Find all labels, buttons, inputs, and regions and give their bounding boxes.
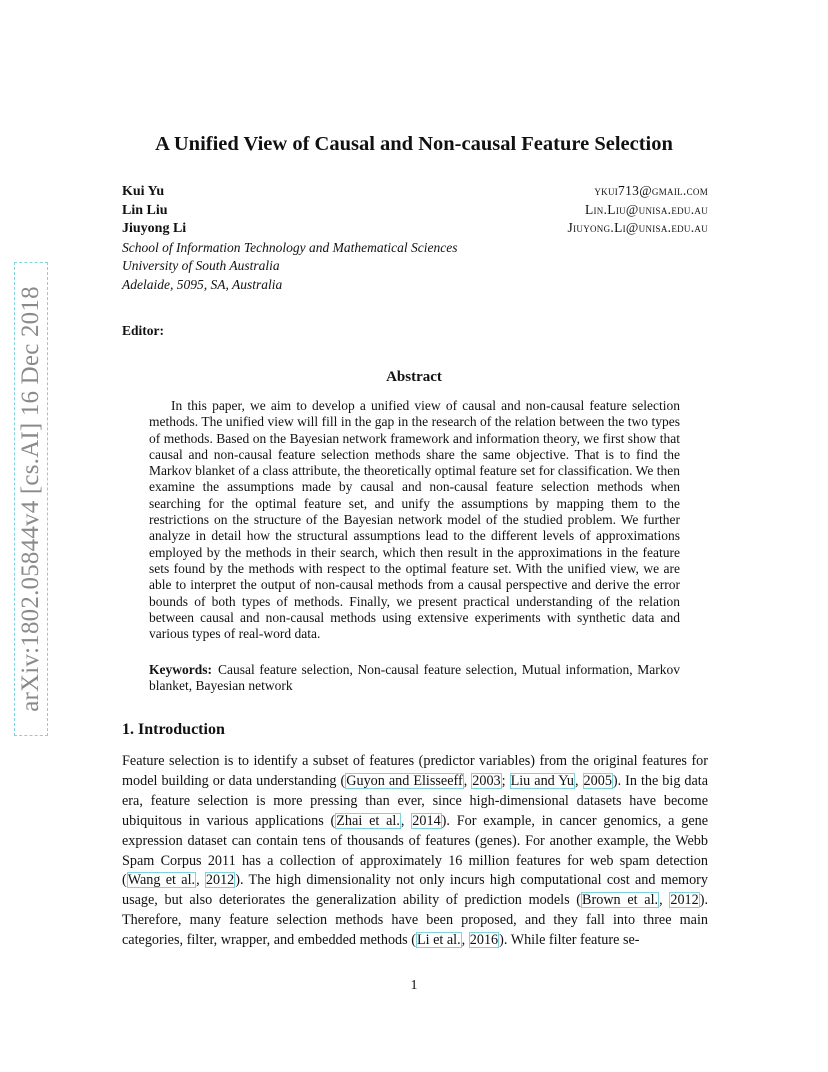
author-name: Kui Yu [122,184,165,199]
body-text: , [574,772,583,789]
body-text: , [400,812,412,829]
arxiv-identifier-stamp[interactable] [14,262,48,736]
citation-link[interactable]: 2012 [670,892,699,909]
body-text: Feature selection is to identify a subset of features (predictor variables) from the original features for model building or data understanding ( [122,753,708,789]
author-row [122,220,708,239]
author-email: Jiuyong.Li@unisa.edu.au [567,220,708,235]
editor-label: Editor: [122,323,164,338]
body-text: ). While filter feature se- [499,932,640,949]
body-text: , [659,892,670,909]
citation-link[interactable]: 2016 [469,932,499,949]
citation-link[interactable]: 2012 [205,872,235,889]
author-email: ykui713@gmail.com [594,183,708,198]
author-row [122,183,708,202]
keywords-label: Keywords: [149,662,212,677]
citation-link[interactable]: 2005 [583,772,612,789]
body-text: ; [501,772,510,789]
author-name: Lin Liu [122,202,168,218]
body-text: ). For example, in cancer genomics, a gene expression dataset can contain tens of thousands of features (genes). For another example, the Webb Spam Corpus 2011 has a collection of approximately 16 million features for web spam detection ( [122,812,709,889]
author-name: Jiuyong Li [122,221,187,236]
body-text: ). Therefore, many feature selection methods have been proposed, and they fall into three main categories, filter, wrapper, and embedded methods ( [122,892,708,949]
affiliation-line: University of South Australia [122,258,280,273]
page-number: 1 [410,978,418,993]
citation-link[interactable]: Li et al. [416,932,461,949]
body-text: ). The high dimensionality not only incurs high computational cost and memory usage, but also deteriorates the generalization ability of prediction models ( [122,872,708,909]
abstract-text: In this paper, we aim to develop a unified view of causal and non-causal feature selection methods. The unified view will fill in the gap in the research of the relation between the two types of methods. Based on the Bayesian network framework and information theory, we first show that causal and non-causal feature selection methods share the same objective. That is to find the Markov blanket of a class attribute, the theoretically optimal feature set for classification. We then examine the assumptions made by causal and non-causal feature selection methods when searching for the optimal feature set, and unify the assumptions by mapping them to the restrictions on the structure of the Bayesian network model of the studied problem. We further analyze in detail how the structural assumptions lead to the different levels of approximations employed by the methods in their search, which then result in the approximations in the feature sets found by the methods with respect to the optimal feature set. With the unified view, we are able to interpret the output of non-causal methods from a causal perspective and derive the error bounds of both types of methods. Finally, we present practical understanding of the relation between causal and non-causal methods using extensive experiments with synthetic data and various types of real-word data. [149,398,680,642]
citation-link[interactable]: Liu and Yu [510,772,574,789]
author-block [122,183,708,294]
section-heading: 1. Introduction [122,721,225,738]
citation-link[interactable]: Brown et al. [582,892,659,909]
introduction-paragraph [122,752,708,951]
body-text: , [463,772,472,789]
author-row [122,202,708,221]
citation-link[interactable]: 2003 [472,772,501,789]
affiliation-line: Adelaide, 5095, SA, Australia [122,276,283,292]
abstract-heading: Abstract [386,369,442,385]
paper-title: A Unified View of Causal and Non-causal Feature Selection [155,133,673,155]
affiliation-line: School of Information Technology and Mathematical Sciences [122,239,458,255]
body-text: ). In the big data era, feature selection is more pressing than ever, since high-dimensional datasets have become ubiquitous in various applications ( [122,772,709,829]
body-text: , [196,872,205,889]
arxiv-identifier-text: arXiv:1802.05844v4 [cs.AI] 16 Dec 2018 [17,286,44,712]
citation-link[interactable]: 2014 [412,812,441,829]
citation-link[interactable]: Zhai et al. [336,812,400,829]
author-email: Lin.Liu@unisa.edu.au [584,201,708,217]
citation-link[interactable]: Wang et al. [127,872,196,889]
citation-link[interactable]: Guyon and Elisseeff [346,772,463,789]
body-text: , [461,932,469,949]
keywords-text: Causal feature selection, Non-causal feature selection, Mutual information, Markov blanket, Bayesian network [149,662,680,694]
keywords [149,662,680,695]
